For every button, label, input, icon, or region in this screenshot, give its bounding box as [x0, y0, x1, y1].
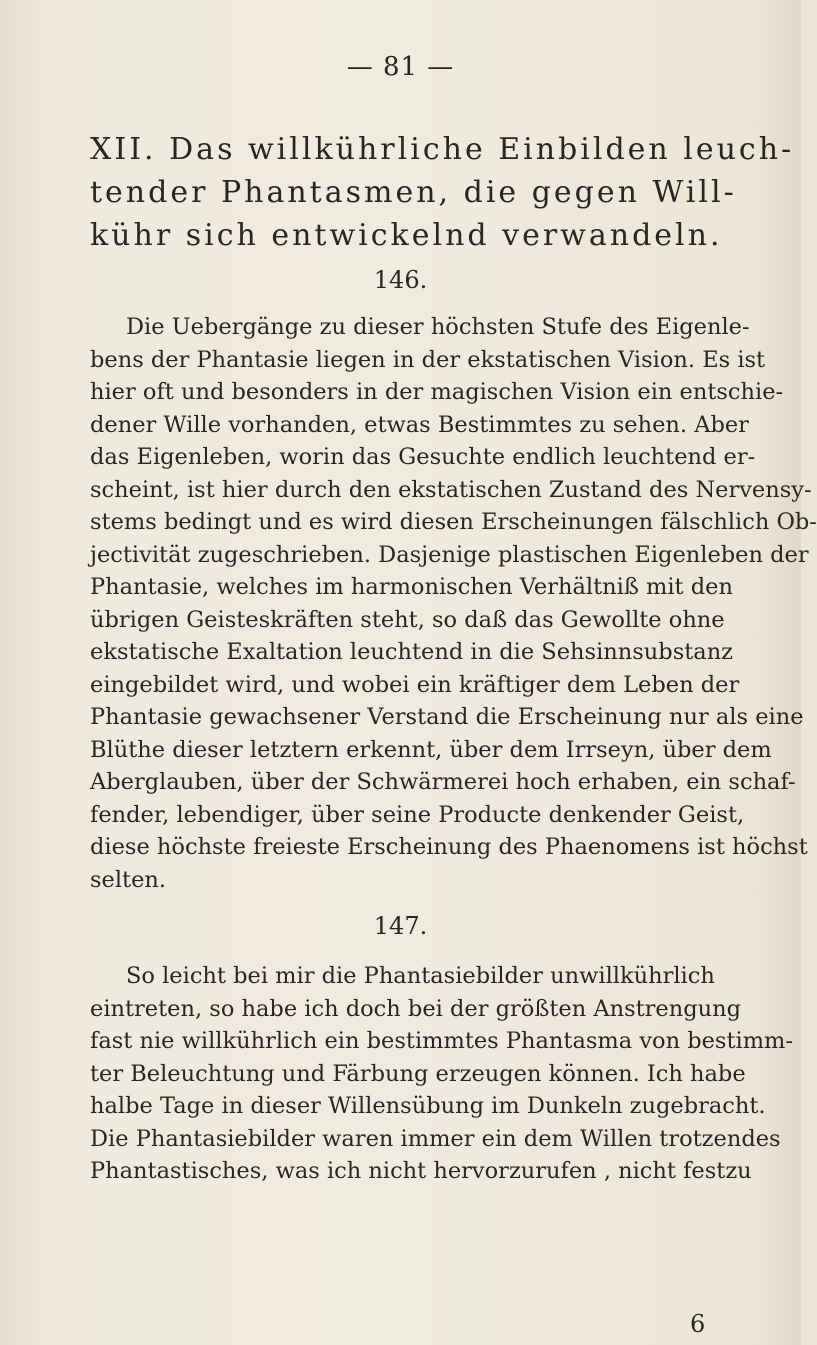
section-number: 146. [373, 266, 428, 294]
text-line: fender, lebendiger, über seine Producte denkender Geist, [90, 801, 745, 828]
text-line: eintreten, so habe ich doch bei der größten Anstrengung [90, 995, 742, 1022]
text-line: Blüthe dieser letztern erkennt, über dem Irrseyn, über dem [90, 736, 772, 763]
text-line: Phantastisches, was ich nicht hervorzurufen , nicht festzu [90, 1158, 752, 1184]
catchword: 6 [690, 1310, 706, 1338]
text-line: das Eigenleben, worin das Gesuchte endlich leuchtend er- [90, 444, 756, 470]
text-line: selten. [90, 866, 167, 893]
text-line: So leicht bei mir die Phantasiebilder unwillkührlich [126, 963, 715, 989]
text-line: Die Uebergänge zu dieser höchsten Stufe des Eigenle- [126, 314, 750, 340]
text-line: Aberglauben, über der Schwärmerei hoch erhaben, ein schaf- [90, 769, 796, 795]
text-line: ter Beleuchtung und Färbung erzeugen können. Ich habe [90, 1060, 746, 1087]
text-line: Phantasie, welches im harmonischen Verhältniß mit den [90, 574, 733, 600]
paragraph-147 [90, 960, 793, 1188]
text-line: Die Phantasiebilder waren immer ein dem Willen trotzendes [90, 1125, 781, 1152]
text-line: eingebildet wird, und wobei ein kräftiger dem Leben der [90, 671, 740, 698]
text-line: scheint, ist hier durch den ekstatischen Zustand des Nervensy- [90, 476, 812, 503]
text-line: Phantasie gewachsener Verstand die Erscheinung nur als eine [90, 704, 804, 730]
chapter-heading-line: tender Phantasmen, die gegen Will- [90, 175, 737, 210]
chapter-heading [90, 128, 795, 257]
text-line: halbe Tage in dieser Willensübung im Dunkeln zugebracht. [90, 1093, 766, 1119]
text-line: hier oft und besonders in der magischen Vision ein entschie- [90, 379, 784, 405]
text-line: bens der Phantasie liegen in der ekstatischen Vision. Es ist [90, 346, 766, 373]
page-number: — 81 — [346, 52, 455, 82]
section-number: 147. [373, 912, 428, 940]
text-line: ekstatische Exaltation leuchtend in die Sehsinnsubstanz [90, 639, 734, 665]
text-line: fast nie willkührlich ein bestimmtes Phantasma von bestimm- [90, 1028, 793, 1054]
text-line: diese höchste freieste Erscheinung des Phaenomens ist höchst [90, 834, 808, 860]
chapter-heading-line: XII. Das willkührliche Einbilden leuch- [90, 132, 795, 167]
text-line: übrigen Geisteskräften steht, so daß das Gewollte ohne [90, 606, 725, 633]
chapter-heading-line: kühr sich entwickelnd verwandeln. [90, 218, 723, 253]
text-line: jectivität zugeschrieben. Dasjenige plastischen Eigenleben der [90, 541, 809, 568]
text-line: stems bedingt und es wird diesen Erscheinungen fälschlich Ob- [90, 509, 817, 535]
paragraph-146 [90, 311, 817, 896]
text-line: dener Wille vorhanden, etwas Bestimmtes zu sehen. Aber [90, 411, 749, 438]
